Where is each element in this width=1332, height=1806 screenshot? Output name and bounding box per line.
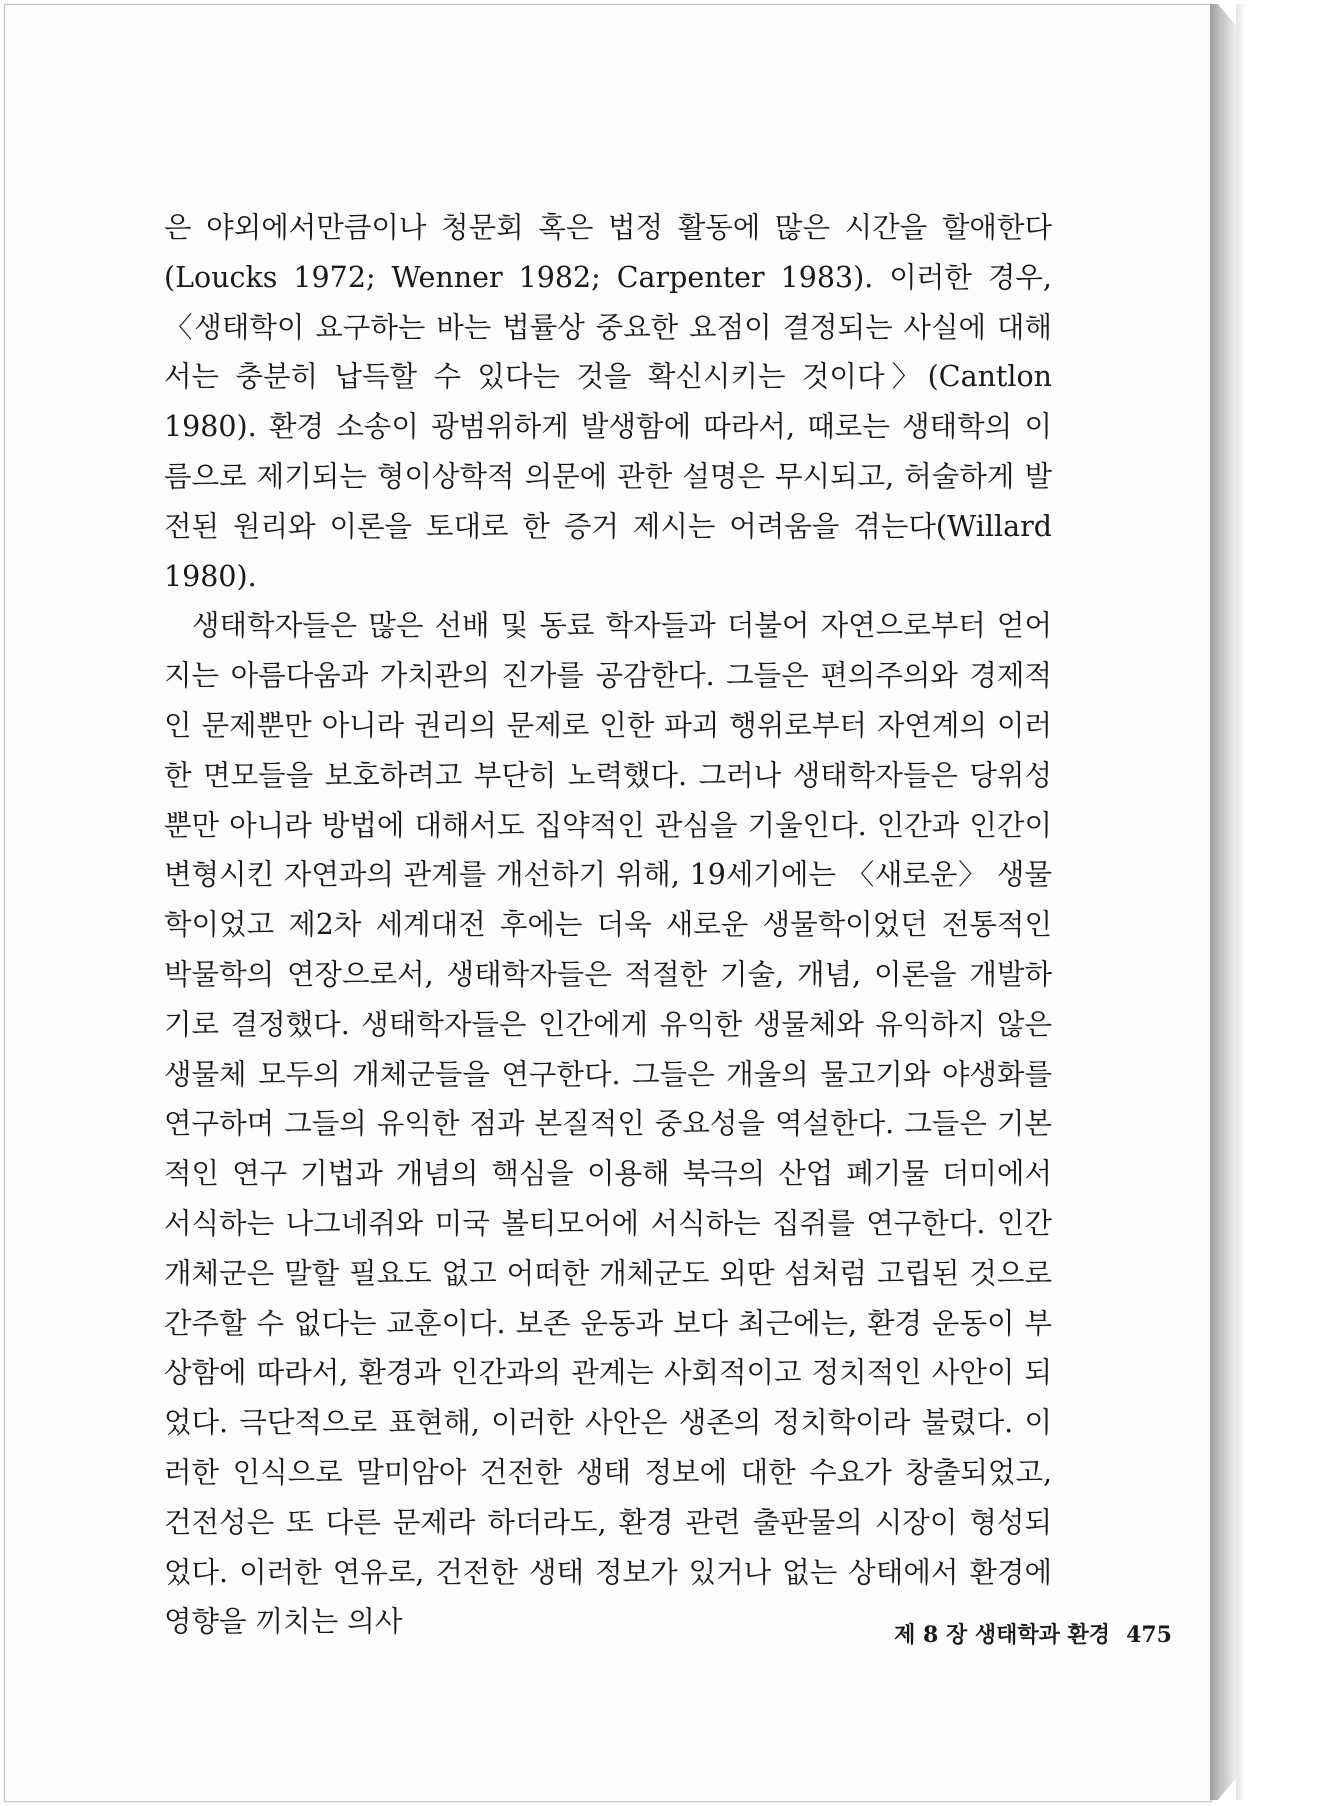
paragraph-continued: 은 야외에서만큼이나 청문회 혹은 법정 활동에 많은 시간을 할애한다 (Loucks 1972; Wenner 1982; Carpenter 1983). 이러한 경우, 〈생태학이 요구하는 바는 법률상 중요한 요점이 결정되는 사실에 대해서는 충분히 납득할 수 있다는 것을 확신시키는 것이다〉(Cantlon 1980). 환경 소송이 광범위하게 발생함에 따라서, 때로는 생태학의 이름으로 제기되는 형이상학적 의문에 관한 설명은 무시되고, 허술하게 발전된 원리와 이론을 토대로 한 증거 제시는 어려움을 겪는다(Willard 1980).	[164, 211, 1052, 593]
chapter-title: 제 8 장 생태학과 환경	[894, 1622, 1111, 1648]
page-edge-shadow	[1236, 4, 1246, 1800]
page-edge	[1210, 4, 1236, 1800]
paragraph: 생태학자들은 많은 선배 및 동료 학자들과 더불어 자연으로부터 얻어지는 아름다움과 가치관의 진가를 공감한다. 그들은 편의주의와 경제적인 문제뿐만 아니라 권리의 문제로 인한 파괴 행위로부터 자연계의 이러한 면모들을 보호하려고 부단히 노력했다. 그러나 생태학자들은 당위성뿐만 아니라 방법에 대해서도 집약적인 관심을 기울인다. 인간과 인간이 변형시킨 자연과의 관계를 개선하기 위해, 19세기에는 〈새로운〉 생물학이었고 제2차 세계대전 후에는 더욱 새로운 생물학이었던 전통적인 박물학의 연장으로서, 생태학자들은 적절한 기술, 개념, 이론을 개발하기로 결정했다. 생태학자들은 인간에게 유익한 생물체와 유익하지 않은 생물체 모두의 개체군들을 연구한다. 그들은 개울의 물고기와 야생화를 연구하며 그들의 유익한 점과 본질적인 중요성을 역설한다. 그들은 기본적인 연구 기법과 개념의 핵심을 이용해 북극의 산업 폐기물 더미에서 서식하는 나그네쥐와 미국 볼티모어에 서식하는 집쥐를 연구한다. 인간 개체군은 말할 필요도 없고 어떠한 개체군도 외딴 섬처럼 고립된 것으로 간주할 수 없다는 교훈이다. 보존 운동과 보다 최근에는, 환경 운동이 부상함에 따라서, 환경과 인간과의 관계는 사회적이고 정치적인 사안이 되었다. 극단적으로 표현해, 이러한 사안은 생존의 정치학이라 불렸다. 이러한 인식으로 말미암아 건전한 생태 정보에 대한 수요가 창출되었고, 건전성은 또 다른 문제라 하더라도, 환경 관련 출판물의 시장이 형성되었다. 이러한 연유로, 건전한 생태 정보가 있거나 없는 상태에서 환경에 영향을 끼치는 의사	[164, 609, 1052, 1639]
running-footer	[894, 1618, 1172, 1649]
page-number: 475	[1126, 1622, 1172, 1648]
page-body-text	[164, 203, 1052, 1647]
